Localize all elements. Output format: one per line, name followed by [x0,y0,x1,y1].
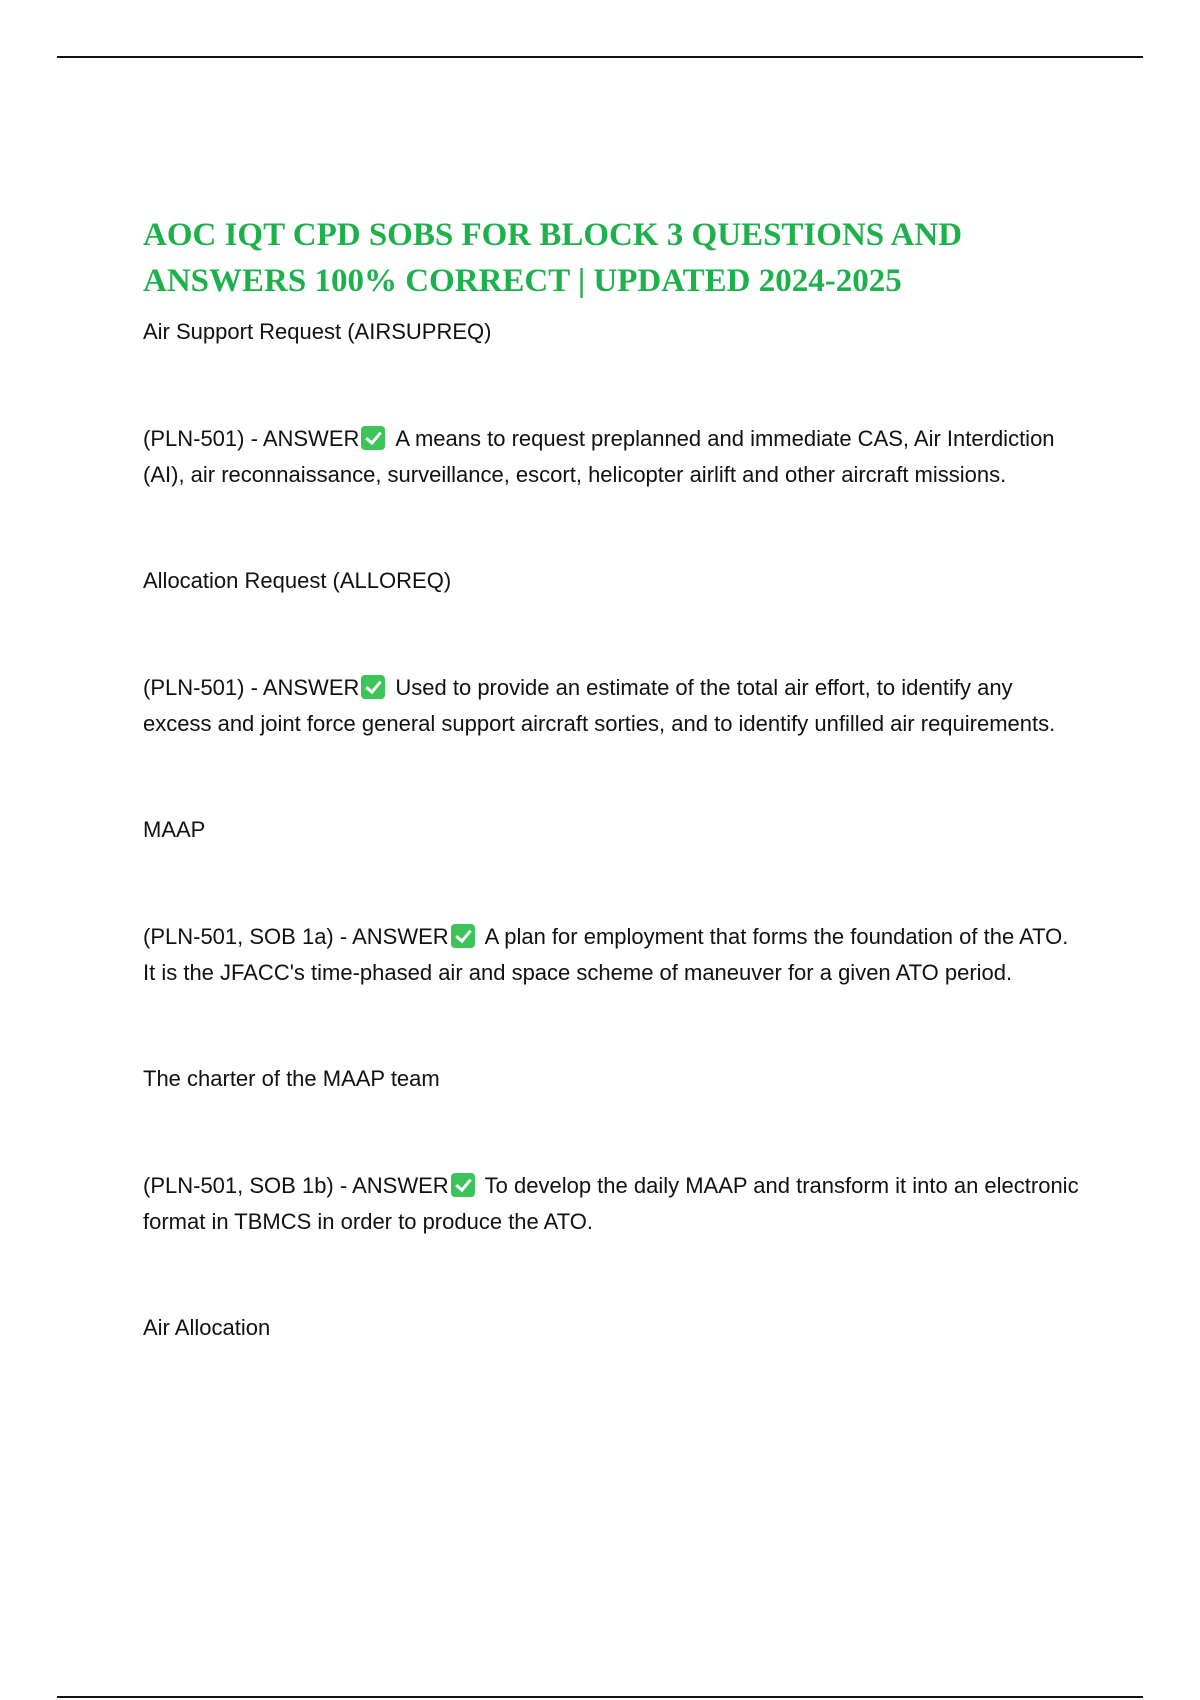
answer-text: Used to provide an estimate of the total air effort, to identify any excess and joint force general support aircraft sorties, and to identify unfilled air requirements. [143,675,1056,736]
question-text: Allocation Request (ALLOREQ) [143,568,452,593]
bottom-rule [57,1696,1143,1698]
answer-prefix: (PLN-501, SOB 1a) - ANSWER [143,924,449,949]
answer-text: To develop the daily MAAP and transform it into an electronic format in TBMCS in order to produce the ATO. [143,1173,1079,1234]
green-checkmark-icon [451,1173,475,1197]
answer-block [143,919,1083,991]
answer-block [143,421,1083,493]
answer-text: A means to request preplanned and immediate CAS, Air Interdiction (AI), air reconnaissance, surveillance, escort, helicopter airlift and other aircraft missions. [143,426,1055,487]
question-text: Air Allocation [143,1315,271,1340]
answer-prefix: (PLN-501) - ANSWER [143,675,360,700]
green-checkmark-icon [361,675,385,699]
answer-block [143,670,1083,742]
answer-prefix: (PLN-501) - ANSWER [143,426,360,451]
question-text: MAAP [143,817,206,842]
answer-prefix: (PLN-501, SOB 1b) - ANSWER [143,1173,449,1198]
answer-text: A plan for employment that forms the foundation of the ATO. It is the JFACC's time-phased air and space scheme of maneuver for a given ATO period. [143,924,1069,985]
answer-block [143,1168,1083,1240]
green-checkmark-icon [451,924,475,948]
question-text: Air Support Request (AIRSUPREQ) [143,319,492,344]
top-rule [57,56,1143,58]
document-title: AOC IQT CPD SOBS FOR BLOCK 3 QUESTIONS AND ANSWERS 100% CORRECT | UPDATED 2024-2025 [143,217,963,299]
document-body [143,212,1083,1346]
green-checkmark-icon [361,426,385,450]
question-text: The charter of the MAAP team [143,1066,440,1091]
